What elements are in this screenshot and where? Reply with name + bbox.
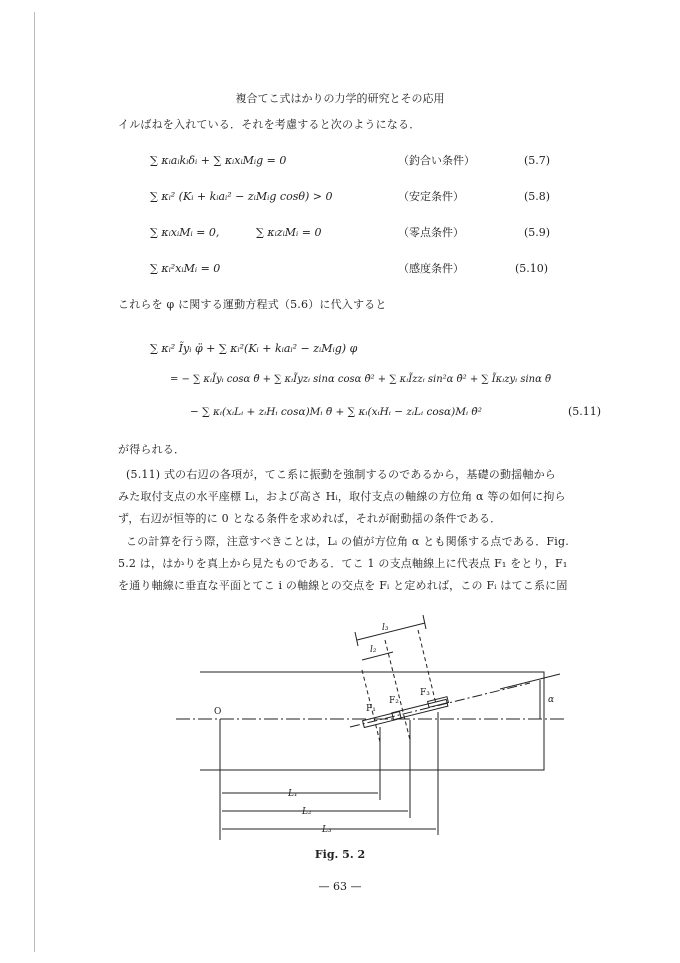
eq-5-10-condition: （感度条件） [398, 262, 464, 275]
paragraph-2-line-2: 5.2 は，はかりを真上から見たものである．てこ 1 の支点軸線上に代表点 F₁ をとり，F₁ [118, 557, 568, 570]
eq-5-8-condition: （安定条件） [398, 190, 464, 203]
paragraph-2-line-1: この計算を行う際，注意すべきことは，Lᵢ の値が方位角 α とも関係する点である．Fig. [126, 535, 569, 548]
eq-5-9-number: (5.9) [524, 226, 551, 239]
eq-5-7-lhs: ∑ κᵢaᵢkᵢδᵢ + ∑ κᵢxᵢMᵢg = 0 [150, 154, 287, 167]
intro-line: イルばねを入れている．それを考慮すると次のようになる． [118, 118, 421, 131]
scale-frame [200, 672, 544, 770]
label-l3: l₃ [382, 623, 389, 633]
eq-5-9-condition: （零点条件） [398, 226, 464, 239]
paragraph-2-line-3: を通り軸線に垂直な平面とてこ i の軸線との交点を Fᵢ と定めれば，この Fᵢ はてこ系に固 [118, 579, 568, 592]
label-F2: F₂ [389, 696, 399, 706]
alpha-ref-line [500, 674, 560, 689]
dim-l2 [362, 652, 393, 660]
obtained-line: が得られる． [118, 443, 186, 456]
dim-l3 [357, 623, 425, 640]
eq-5-7-condition: （釣合い条件） [398, 154, 475, 167]
label-l2: l₂ [370, 645, 377, 655]
eq-5-7-number: (5.7) [524, 154, 551, 167]
page-number: — 63 — [318, 880, 362, 893]
label-F1: F₁ [366, 704, 376, 714]
eq-5-11-line1: ∑ κᵢ² Ĩyᵢ φ̈ + ∑ κᵢ²(Kᵢ + kᵢaᵢ² − zᵢMᵢg) φ [150, 342, 358, 355]
label-L1: L₁ [288, 789, 298, 799]
paragraph-1-line-1: (5.11) 式の右辺の各項が，てこ系に振動を強制するのであるから，基礎の動揺軸から [126, 468, 556, 481]
eq-5-10-lhs: ∑ κᵢ²xᵢMᵢ = 0 [150, 262, 221, 275]
running-header: 複合てこ式はかりの力学的研究とその応用 [235, 92, 445, 105]
label-alpha: α [548, 695, 555, 705]
eq-5-8-number: (5.8) [524, 190, 551, 203]
perp-line-2 [385, 640, 410, 740]
eq-5-11-line2: = − ∑ κᵢĨyᵢ cosα θ̈ + ∑ κᵢĨyzᵢ sinα cosα θ̇² + ∑ κᵢĨzzᵢ sin²α θ̇² + ∑ Ĩκᵢzyᵢ sinα θ̈ [170, 374, 552, 385]
eq-5-10-number: (5.10) [515, 262, 549, 275]
eq-5-11-number: (5.11) [568, 405, 602, 418]
substitute-line: これらを φ に関する運動方程式（5.6）に代入すると [118, 298, 387, 311]
label-L3: L₃ [322, 825, 332, 835]
eq-5-9-lhs-second: ∑ κᵢzᵢMᵢ = 0 [256, 226, 322, 239]
eq-5-11-line3: − ∑ κᵢ(xᵢLᵢ + zᵢHᵢ cosα)Mᵢ θ̈ + ∑ κᵢ(xᵢHᵢ − zᵢLᵢ cosα)Mᵢ θ̇² [190, 406, 482, 418]
eq-5-8-lhs: ∑ κᵢ² (Kᵢ + kᵢaᵢ² − zᵢMᵢg cosθ) > 0 [150, 190, 333, 203]
paragraph-1-line-3: ず，右辺が恒等的に 0 となる条件を求めれば，それが耐動揺の条件である． [118, 512, 502, 525]
paragraph-1-line-2: みた取付支点の水平座標 Lᵢ，および高さ Hᵢ，取付支点の軸線の方位角 α 等の如何に拘ら [118, 490, 566, 503]
figure-caption: Fig. 5. 2 [314, 848, 366, 861]
label-F3: F₃ [420, 688, 430, 698]
eq-5-9-lhs: ∑ κᵢxᵢMᵢ = 0, [150, 226, 220, 239]
label-L2: L₂ [302, 807, 312, 817]
label-O: O [214, 707, 222, 717]
